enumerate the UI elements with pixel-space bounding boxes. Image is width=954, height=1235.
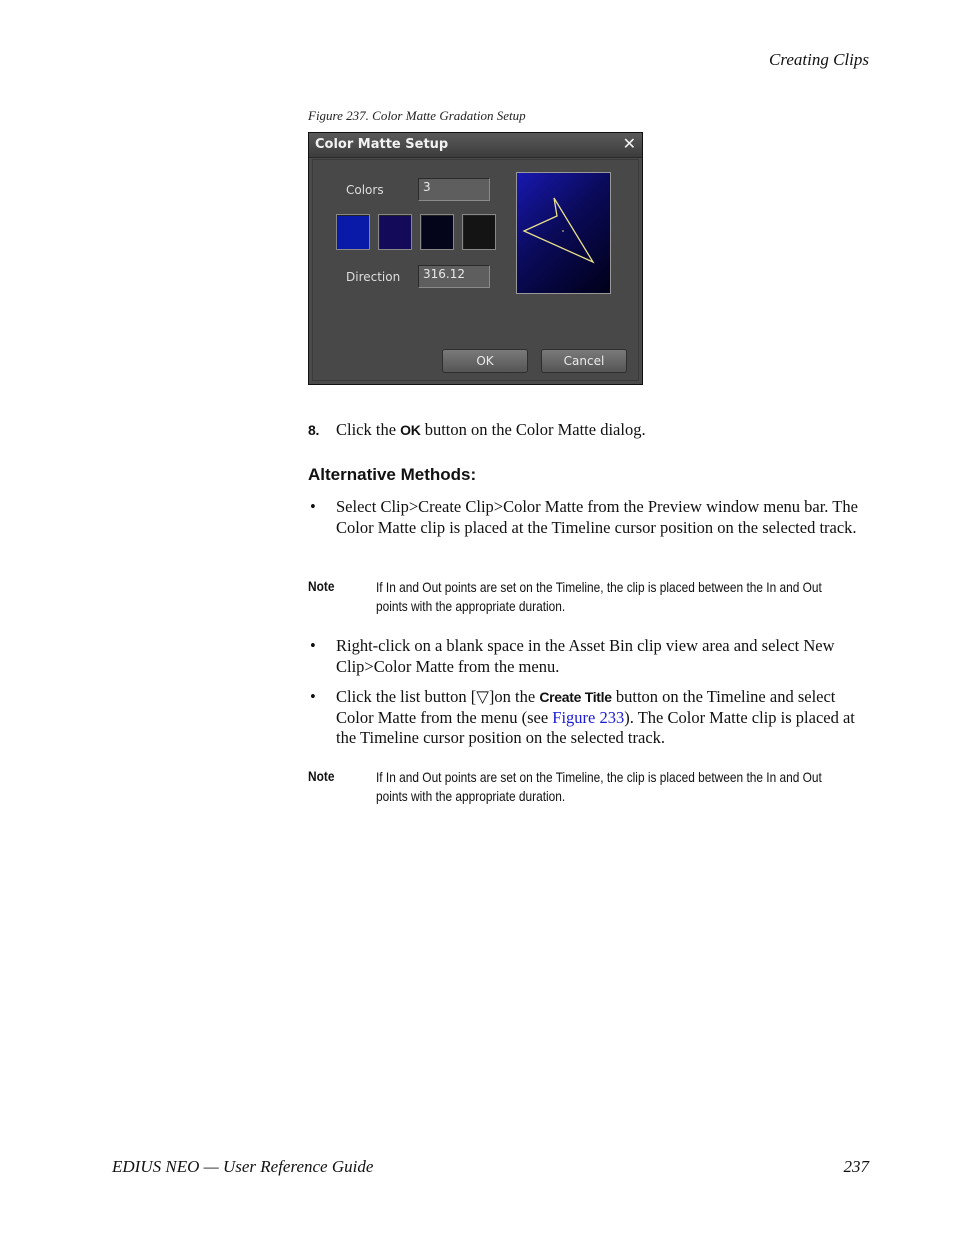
direction-arrow-icon [517, 173, 610, 293]
bullet-3-icon: • [310, 687, 316, 706]
create-title-button-reference: Create Title [539, 689, 612, 705]
dialog-title: Color Matte Setup [315, 137, 449, 152]
color-matte-setup-dialog [308, 132, 643, 385]
step-number: 8. [308, 422, 320, 438]
ok-button[interactable]: OK [442, 349, 528, 373]
bullet-2-icon: • [310, 636, 316, 655]
dialog-body [312, 159, 639, 381]
step-text [336, 420, 876, 441]
close-icon[interactable]: ✕ [622, 134, 636, 153]
running-header: Creating Clips [769, 50, 869, 69]
item-3-text-b: button on the Timeline and select Color Matte from the menu (see [336, 687, 836, 727]
bullet-1-icon: • [310, 497, 316, 516]
colors-label: Colors [346, 183, 384, 197]
colors-input[interactable]: 3 [418, 178, 490, 201]
list-item-1: Select Clip>Create Clip>Color Matte from the Preview window menu bar. The Color Matte clip is placed at the Timeline cursor position on the selected track. [336, 497, 858, 537]
note-1-label: Note [308, 578, 335, 594]
page-number: 237 [843, 1157, 869, 1176]
color-swatch-2[interactable] [378, 214, 412, 250]
note-1-text: If In and Out points are set on the Timeline, the clip is placed between the In and Out points with the appropriate duration. [376, 579, 822, 614]
figure-233-link[interactable]: Figure 233 [552, 707, 625, 727]
dialog-title-bar[interactable] [309, 133, 642, 158]
cancel-button[interactable]: Cancel [541, 349, 627, 373]
list-item-3 [336, 687, 870, 749]
color-swatch-4[interactable] [462, 214, 496, 250]
color-swatch-3[interactable] [420, 214, 454, 250]
ok-button-reference: OK [400, 422, 421, 438]
gradient-direction-preview[interactable] [516, 172, 611, 294]
figure-caption: Figure 237. Color Matte Gradation Setup [308, 108, 526, 123]
item-3-text-a: Click the list button [▽]on the [336, 687, 540, 706]
footer-guide-title: EDIUS NEO — User Reference Guide [112, 1157, 374, 1176]
item-3-text-c: ). The Color Matte clip is placed at the Timeline cursor position on the selected track. [336, 707, 855, 747]
direction-input[interactable]: 316.12 [418, 265, 490, 288]
direction-label: Direction [346, 270, 401, 284]
note-2-label: Note [308, 768, 335, 784]
list-item-2: Right-click on a blank space in the Asset Bin clip view area and select New Clip>Color Matte from the menu. [336, 636, 835, 676]
step-text-before: Click the [336, 420, 401, 439]
note-2-text: If In and Out points are set on the Timeline, the clip is placed between the In and Out points with the appropriate duration. [376, 769, 822, 804]
step-text-after: button on the Color Matte dialog. [420, 420, 646, 439]
color-swatch-1[interactable] [336, 214, 370, 250]
section-heading: Alternative Methods: [308, 465, 477, 484]
